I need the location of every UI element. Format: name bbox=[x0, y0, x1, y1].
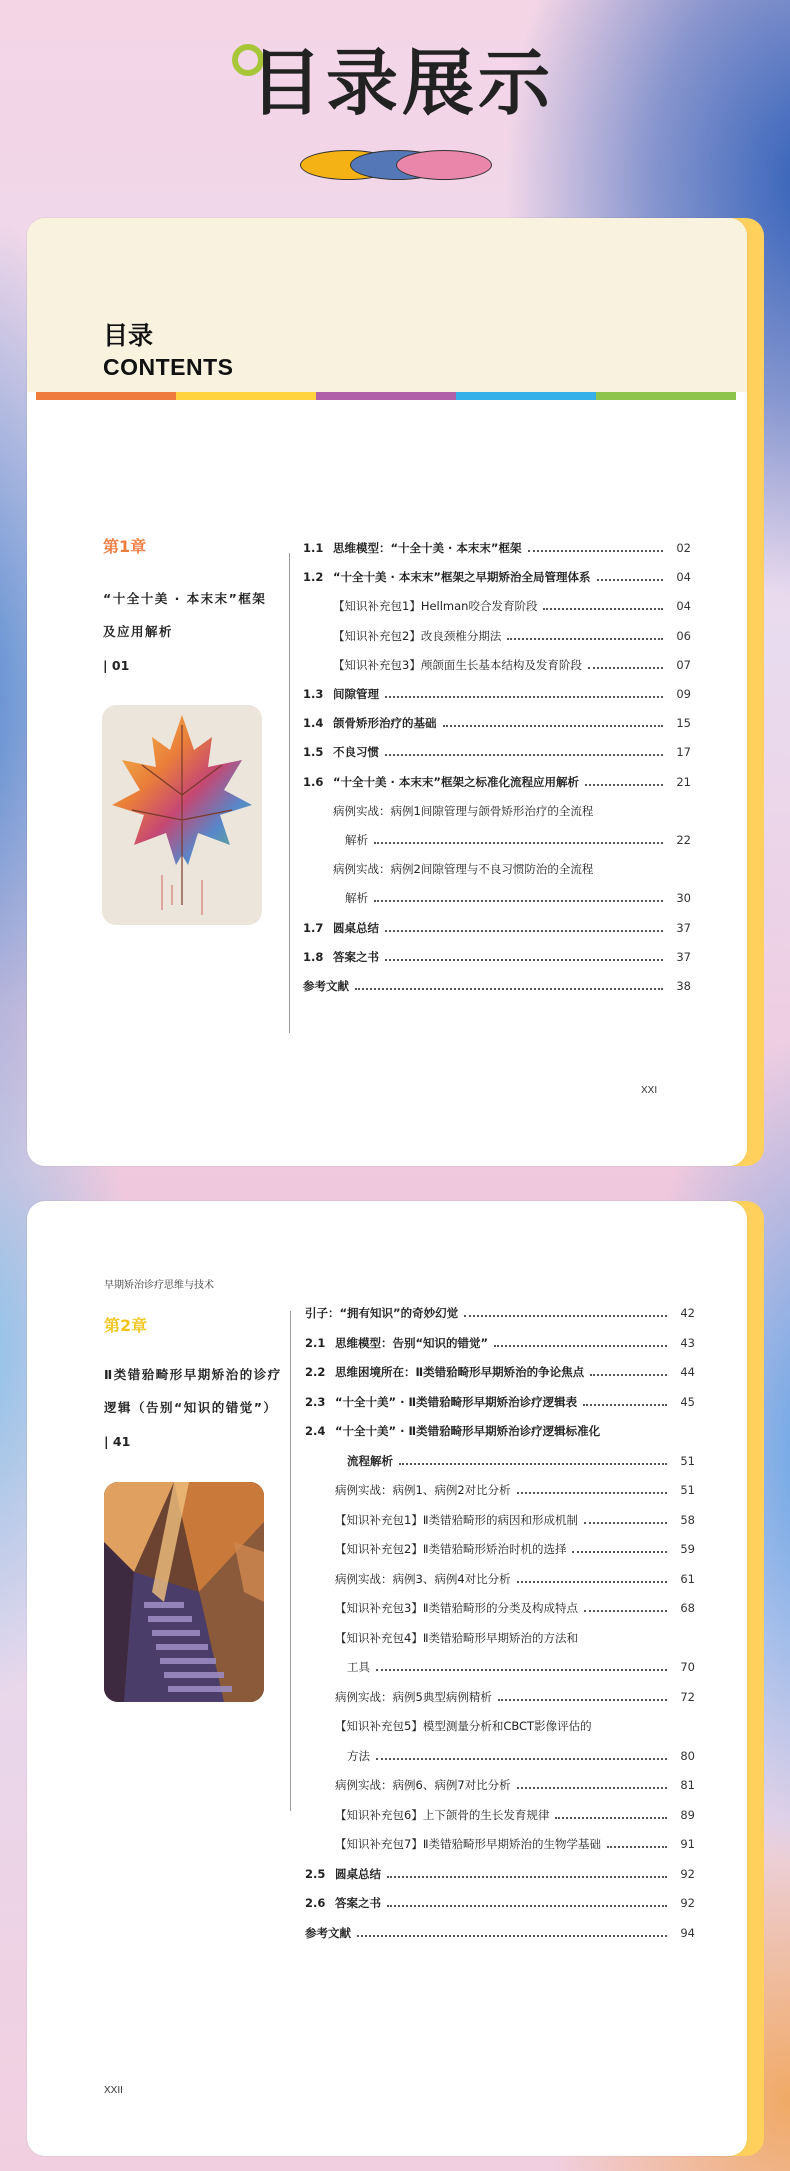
toc-entry[interactable] bbox=[303, 974, 691, 994]
toc-page-number: 45 bbox=[680, 1394, 695, 1409]
running-head: 早期矫治诊疗思维与技术 bbox=[104, 1280, 214, 1291]
toc-entry[interactable] bbox=[347, 1449, 695, 1469]
stripe-segment bbox=[316, 392, 456, 400]
toc-entry-title: 【知识补充包3】颅颌面生长基本结构及发育阶段 bbox=[333, 657, 582, 672]
contents-heading-zh: 目录 bbox=[103, 321, 154, 350]
toc-entry-title: 思维模型：“十全十美 · 本末末”框架 bbox=[333, 541, 522, 555]
toc-entry-title: 参考文献 bbox=[303, 979, 349, 993]
chapter-title bbox=[103, 582, 283, 648]
toc-section-number: 1.2 bbox=[303, 570, 324, 585]
toc-page-number: 80 bbox=[680, 1748, 695, 1763]
toc-leader-dots bbox=[555, 1817, 667, 1819]
toc-entry[interactable] bbox=[303, 740, 691, 760]
toc-entry-title: 病例实战：病例1、病例2对比分析 bbox=[335, 1483, 511, 1497]
toc-leader-dots bbox=[399, 1463, 667, 1465]
toc-entry-title: 思维困境所在：Ⅱ类错𬌗畸形早期矫治的争论焦点 bbox=[335, 1365, 585, 1379]
toc-entry[interactable] bbox=[305, 1862, 695, 1882]
toc-entry[interactable] bbox=[305, 1301, 695, 1321]
toc-entry[interactable] bbox=[335, 1714, 695, 1734]
chapter-label: 第2章 bbox=[104, 1316, 148, 1335]
toc-entry-title: “十全十美” · Ⅱ类错𬌗畸形早期矫治诊疗逻辑标准化 bbox=[335, 1424, 601, 1438]
toc-entry-title: 参考文献 bbox=[305, 1925, 351, 1940]
toc-section-number: 1.3 bbox=[303, 687, 324, 701]
toc-entry[interactable] bbox=[347, 1655, 695, 1675]
toc-entry-title: 【知识补充包2】改良颈椎分期法 bbox=[333, 628, 502, 643]
page-number: XXI bbox=[641, 1085, 658, 1096]
maple-leaf-illustration bbox=[102, 705, 262, 925]
page-number: XXII bbox=[104, 2085, 123, 2096]
toc-page-number: 07 bbox=[676, 657, 691, 672]
toc-entry[interactable] bbox=[335, 1803, 695, 1823]
chapter-label: 第1章 bbox=[103, 537, 147, 556]
column-divider bbox=[289, 553, 290, 1033]
toc-entry-title: 方法 bbox=[347, 1748, 370, 1763]
toc-entry-title: 病例实战：病例3、病例4对比分析 bbox=[335, 1571, 511, 1586]
chapter-title-line: “十全十美 · 本末末”框架 bbox=[103, 591, 267, 606]
toc-leader-dots bbox=[357, 1935, 667, 1937]
chapter-title bbox=[104, 1358, 304, 1424]
toc-entry-title: 【知识补充包4】Ⅱ类错𬌗畸形早期矫治的方法和 bbox=[335, 1630, 578, 1645]
toc-page-number: 92 bbox=[680, 1866, 695, 1881]
contents-heading-en: CONTENTS bbox=[103, 354, 234, 380]
toc-leader-dots bbox=[597, 579, 664, 581]
toc-entry-title: 【知识补充包1】Hellman咬合发育阶段 bbox=[333, 599, 538, 614]
toc-entry-title: 答案之书 bbox=[333, 949, 379, 964]
toc-section-number: 2.1 bbox=[305, 1335, 326, 1350]
toc-section-number: 2.4 bbox=[305, 1424, 326, 1438]
toc-entry-title: 【知识补充包7】Ⅱ类错𬌗畸形早期矫治的生物学基础 bbox=[335, 1837, 601, 1851]
column-divider bbox=[290, 1311, 291, 1811]
toc-leader-dots bbox=[543, 608, 663, 610]
toc-entry-title: 不良习惯 bbox=[333, 745, 379, 760]
toc-entry[interactable] bbox=[303, 916, 691, 936]
toc-leader-dots bbox=[494, 1345, 667, 1347]
toc-page-number: 15 bbox=[676, 716, 691, 731]
toc-leader-dots bbox=[376, 1669, 667, 1671]
toc-page-number: 22 bbox=[676, 833, 691, 847]
page-title: 目录展示 bbox=[250, 41, 555, 125]
toc-entry[interactable] bbox=[305, 1360, 695, 1380]
contents-header bbox=[27, 218, 747, 392]
toc-entry[interactable] bbox=[335, 1537, 695, 1557]
toc-entry-title: 解析 bbox=[345, 891, 368, 906]
toc-leader-dots bbox=[376, 1758, 667, 1760]
toc-entry[interactable] bbox=[335, 1478, 695, 1498]
toc-page-number: 06 bbox=[676, 628, 691, 643]
toc-section-number: 2.6 bbox=[305, 1896, 326, 1910]
toc-entry[interactable] bbox=[333, 799, 691, 819]
toc-entry-title: 答案之书 bbox=[335, 1896, 381, 1910]
toc-leader-dots bbox=[464, 1315, 667, 1317]
toc-leader-dots bbox=[528, 550, 664, 552]
toc-page-number: 58 bbox=[680, 1512, 695, 1527]
toc-entry[interactable] bbox=[303, 770, 691, 790]
toc-leader-dots bbox=[583, 1404, 667, 1406]
staircase-illustration bbox=[104, 1482, 264, 1702]
toc-page-number: 30 bbox=[676, 891, 691, 906]
toc-entry[interactable] bbox=[303, 565, 691, 585]
toc-page-number: 70 bbox=[680, 1660, 695, 1674]
toc-page-number: 09 bbox=[676, 687, 691, 701]
toc-entry-title: 【知识补充包2】Ⅱ类错𬌗畸形矫治时机的选择 bbox=[335, 1542, 567, 1556]
toc-leader-dots bbox=[584, 1522, 667, 1524]
toc-leader-dots bbox=[517, 1787, 667, 1789]
toc-entry[interactable] bbox=[345, 886, 691, 906]
toc-entry-title: 颌骨矫形治疗的基础 bbox=[333, 716, 437, 731]
chapter-start-page: | 01 bbox=[103, 658, 130, 673]
toc-entry-title: “十全十美” · Ⅱ类错𬌗畸形早期矫治诊疗逻辑表 bbox=[335, 1394, 578, 1409]
toc-section-number: 2.5 bbox=[305, 1866, 326, 1881]
chapter-title-line: 及应用解析 bbox=[103, 624, 174, 639]
toc-entry[interactable] bbox=[345, 828, 691, 848]
toc-entry[interactable] bbox=[305, 1419, 695, 1439]
toc-page-number: 38 bbox=[676, 979, 691, 993]
toc-leader-dots bbox=[517, 1492, 667, 1494]
toc-entry[interactable] bbox=[305, 1331, 695, 1351]
toc-entry-title: 【知识补充包3】Ⅱ类错𬌗畸形的分类及构成特点 bbox=[335, 1601, 578, 1615]
toc-entry[interactable] bbox=[333, 594, 691, 614]
toc-leader-dots bbox=[387, 1905, 667, 1907]
toc-entry[interactable] bbox=[303, 711, 691, 731]
toc-page-number: 72 bbox=[680, 1689, 695, 1704]
stripe-segment bbox=[176, 392, 316, 400]
toc-entry[interactable] bbox=[303, 682, 691, 702]
toc-entry[interactable] bbox=[335, 1596, 695, 1616]
toc-section-number: 1.7 bbox=[303, 920, 324, 935]
toc-entry[interactable] bbox=[305, 1921, 695, 1941]
toc-page-number: 68 bbox=[680, 1601, 695, 1615]
color-stripe bbox=[36, 392, 736, 400]
toc-entry[interactable] bbox=[333, 653, 691, 673]
toc-section-number: 2.2 bbox=[305, 1365, 326, 1379]
toc-entry[interactable] bbox=[335, 1567, 695, 1587]
toc-entry[interactable] bbox=[335, 1626, 695, 1646]
pink-oval-icon bbox=[396, 150, 492, 180]
toc-entry[interactable] bbox=[335, 1685, 695, 1705]
chapter-title-line: Ⅱ类错𬌗畸形早期矫治的诊疗 bbox=[104, 1367, 282, 1382]
chapter-start-page: | 41 bbox=[104, 1434, 131, 1449]
toc-entry-title: “十全十美 · 本末末”框架之早期矫治全局管理体系 bbox=[333, 570, 591, 585]
toc-leader-dots bbox=[374, 842, 663, 844]
toc-entry-title: 间隙管理 bbox=[333, 687, 379, 701]
toc-leader-dots bbox=[443, 725, 664, 727]
toc-leader-dots bbox=[385, 959, 663, 961]
toc-leader-dots bbox=[584, 1610, 667, 1612]
toc-entry-title: 圆桌总结 bbox=[333, 920, 379, 935]
toc-entry[interactable] bbox=[335, 1832, 695, 1852]
toc-entry-title: 【知识补充包5】模型测量分析和CBCT影像评估的 bbox=[335, 1719, 592, 1733]
toc-leader-dots bbox=[385, 754, 663, 756]
toc-page-number: 37 bbox=[676, 920, 691, 935]
chapter-title-line: 逻辑（告别“知识的错觉”） bbox=[104, 1400, 278, 1415]
toc-page-number: 37 bbox=[676, 949, 691, 964]
page-header bbox=[0, 30, 790, 130]
toc-page-number: 89 bbox=[680, 1807, 695, 1822]
toc-section-number: 1.4 bbox=[303, 716, 324, 731]
toc-leader-dots bbox=[517, 1581, 667, 1583]
toc-entry-title: “十全十美 · 本末末”框架之标准化流程应用解析 bbox=[333, 774, 579, 789]
decorative-ovals bbox=[300, 150, 500, 182]
toc-entry[interactable] bbox=[333, 624, 691, 644]
toc-entry-title: 病例实战：病例6、病例7对比分析 bbox=[335, 1778, 511, 1792]
toc-entry-title: 病例实战：病例1间隙管理与颌骨矫形治疗的全流程 bbox=[333, 803, 594, 818]
toc-page-2 bbox=[27, 1201, 747, 2156]
toc-page-number: 17 bbox=[676, 745, 691, 760]
toc-page-number: 61 bbox=[680, 1571, 695, 1586]
toc-entry-title: 病例实战：病例5典型病例精析 bbox=[335, 1689, 492, 1704]
toc-entry[interactable] bbox=[335, 1773, 695, 1793]
toc-entry[interactable] bbox=[305, 1390, 695, 1410]
toc-leader-dots bbox=[498, 1699, 667, 1701]
toc-page-number: 44 bbox=[680, 1365, 695, 1379]
toc-entry[interactable] bbox=[335, 1508, 695, 1528]
toc-leader-dots bbox=[590, 1374, 667, 1376]
toc-page-number: 94 bbox=[680, 1925, 695, 1940]
toc-entry-title: 【知识补充包1】Ⅱ类错𬌗畸形的病因和形成机制 bbox=[335, 1512, 578, 1527]
toc-entry-title: 解析 bbox=[345, 833, 368, 847]
toc-leader-dots bbox=[572, 1551, 667, 1553]
toc-entry[interactable] bbox=[333, 857, 691, 877]
toc-entry-title: 思维模型：告别“知识的错觉” bbox=[335, 1335, 489, 1350]
toc-leader-dots bbox=[385, 930, 663, 932]
toc-leader-dots bbox=[585, 784, 663, 786]
toc-entry[interactable] bbox=[305, 1891, 695, 1911]
toc-entry-title: 圆桌总结 bbox=[335, 1866, 381, 1881]
toc-entry[interactable] bbox=[347, 1744, 695, 1764]
toc-page-number: 42 bbox=[680, 1306, 695, 1320]
toc-section-number: 1.8 bbox=[303, 949, 324, 964]
toc-entry[interactable] bbox=[303, 536, 691, 556]
toc-entry-title: 【知识补充包6】上下颌骨的生长发育规律 bbox=[335, 1807, 550, 1822]
toc-entry-title: 流程解析 bbox=[347, 1453, 393, 1468]
toc-entry[interactable] bbox=[303, 945, 691, 965]
toc-section-number: 1.6 bbox=[303, 774, 324, 789]
toc-section-number: 1.5 bbox=[303, 745, 324, 760]
stripe-segment bbox=[36, 392, 176, 400]
toc-page-number: 21 bbox=[676, 774, 691, 789]
toc-leader-dots bbox=[507, 638, 663, 640]
stripe-segment bbox=[456, 392, 596, 400]
toc-page-number: 51 bbox=[680, 1483, 695, 1497]
toc-leader-dots bbox=[387, 1876, 667, 1878]
toc-entry-title: 病例实战：病例2间隙管理与不良习惯防治的全流程 bbox=[333, 862, 594, 877]
toc-section-number: 2.3 bbox=[305, 1394, 326, 1409]
toc-page-number: 91 bbox=[680, 1837, 695, 1851]
toc-page-number: 04 bbox=[676, 570, 691, 585]
toc-page-number: 02 bbox=[676, 541, 691, 555]
toc-leader-dots bbox=[355, 988, 663, 990]
toc-page-number: 43 bbox=[680, 1335, 695, 1350]
toc-page-number: 81 bbox=[680, 1778, 695, 1792]
toc-leader-dots bbox=[607, 1846, 667, 1848]
toc-leader-dots bbox=[374, 900, 663, 902]
toc-page-number: 04 bbox=[676, 599, 691, 614]
stripe-segment bbox=[596, 392, 736, 400]
toc-entry-title: 引子：“拥有知识”的奇妙幻觉 bbox=[305, 1306, 459, 1320]
toc-entry-title: 工具 bbox=[347, 1660, 370, 1674]
toc-page-number: 92 bbox=[680, 1896, 695, 1910]
toc-leader-dots bbox=[385, 696, 663, 698]
toc-section-number: 1.1 bbox=[303, 541, 324, 555]
toc-page-1 bbox=[27, 218, 747, 1166]
toc-leader-dots bbox=[588, 667, 663, 669]
toc-page-number: 51 bbox=[680, 1453, 695, 1468]
toc-page-number: 59 bbox=[680, 1542, 695, 1556]
